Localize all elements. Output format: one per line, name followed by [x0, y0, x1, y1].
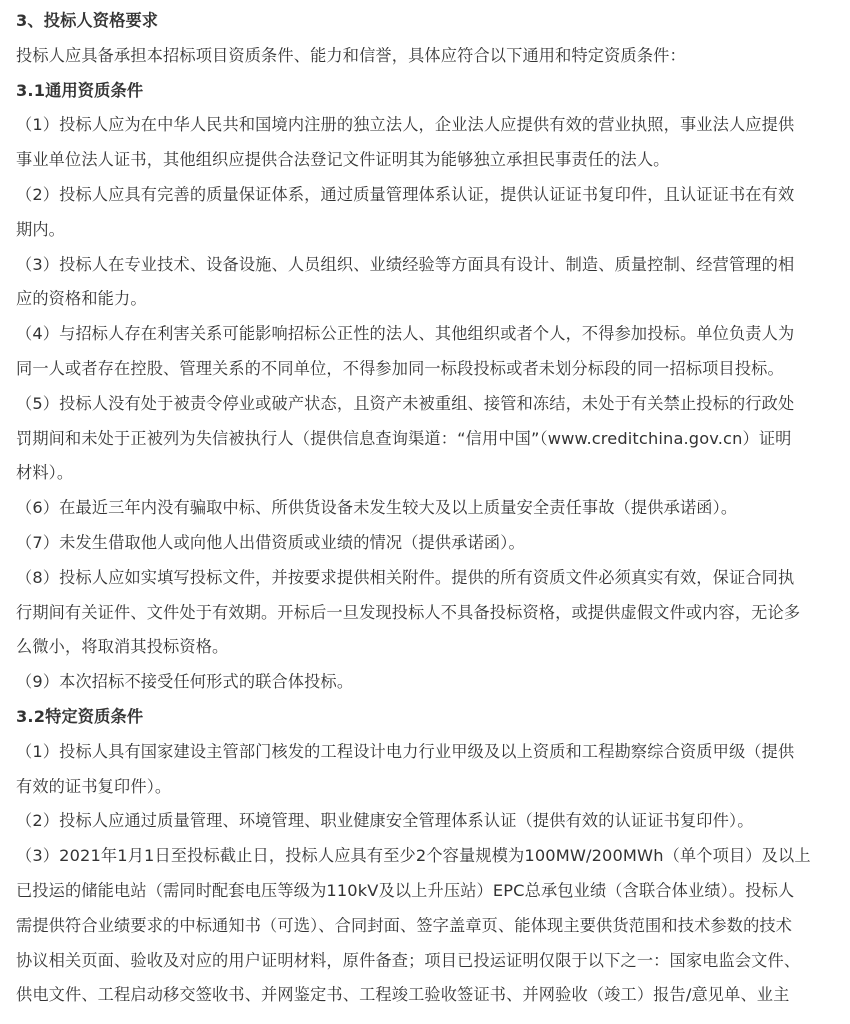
text-line: （4）与招标人存在利害关系可能影响招标公正性的法人、其他组织或者个人，不得参加投标。单位负责人为: [16, 324, 795, 344]
text-line: 应的资格和能力。: [16, 289, 147, 309]
general-qualifications-list: [16, 108, 842, 700]
specific-qualifications-heading: 3.2特定资质条件: [16, 706, 144, 726]
text-line: （7）未发生借取他人或向他人出借资质或业绩的情况（提供承诺函）。: [16, 532, 525, 552]
text-line: 材料）。: [16, 463, 74, 483]
text-line: （3）2021年1月1日至投标截止日，投标人应具有至少2个容量规模为100MW/200MWh（单个项目）及以上: [16, 846, 811, 866]
text-line: 需提供符合业绩要求的中标通知书（可选）、合同封面、签字盖章页、能体现主要供货范围和技术参数的技术: [16, 915, 793, 935]
text-line: 同一人或者存在控股、管理关系的不同单位，不得参加同一标段投标或者未划分标段的同一招标项目投标。: [16, 358, 784, 378]
text-line: （2）投标人应具有完善的质量保证体系，通过质量管理体系认证，提供认证证书复印件，且认证证书在有效: [16, 184, 795, 204]
text-line: 期内。: [16, 219, 66, 239]
text-line: （1）投标人应为在中华人民共和国境内注册的独立法人，企业法人应提供有效的营业执照，事业法人应提供: [16, 115, 795, 135]
intro-paragraph: 投标人应具备承担本招标项目资质条件、能力和信誉，具体应符合以下通用和特定资质条件：: [16, 45, 686, 65]
text-line: （6）在最近三年内没有骗取中标、所供货设备未发生较大及以上质量安全责任事故（提供承诺函）。: [16, 498, 738, 518]
specific-qualifications-list: [16, 735, 842, 1013]
text-line: （3）投标人在专业技术、设备设施、人员组织、业绩经验等方面具有设计、制造、质量控制、经营管理的相: [16, 254, 795, 274]
text-line: 么微小，将取消其投标资格。: [16, 637, 229, 657]
text-line: （5）投标人没有处于被责令停业或破产状态，且资产未被重组、接管和冻结，未处于有关禁止投标的行政处: [16, 393, 795, 413]
section-title: 3、投标人资格要求: [16, 11, 159, 30]
text-line: （1）投标人具有国家建设主管部门核发的工程设计电力行业甲级及以上资质和工程勘察综合资质甲级（提供: [16, 741, 795, 761]
text-line: 供电文件、工程启动移交签收书、并网鉴定书、工程竣工验收签证书、并网验收（竣工）报告/意见单、业主: [16, 985, 790, 1005]
text-line: （8）投标人应如实填写投标文件，并按要求提供相关附件。提供的所有资质文件必须真实有效，保证合同执: [16, 567, 795, 587]
text-line: 已投运的储能电站（需同时配套电压等级为110kV及以上升压站）EPC总承包业绩（含联合体业绩）。投标人: [16, 880, 795, 900]
text-line: 事业单位法人证书，其他组织应提供合法登记文件证明其为能够独立承担民事责任的法人。: [16, 150, 670, 170]
text-line: （2）投标人应通过质量管理、环境管理、职业健康安全管理体系认证（提供有效的认证证书复印件）。: [16, 811, 754, 831]
text-line: 罚期间和未处于正被列为失信被执行人（提供信息查询渠道：“信用中国”（www.creditchina.gov.cn）证明: [16, 428, 792, 448]
text-line: 协议相关页面、验收及对应的用户证明材料，原件备查；项目已投运证明仅限于以下之一：国家电监会文件、: [16, 950, 801, 970]
text-line: （9）本次招标不接受任何形式的联合体投标。: [16, 672, 354, 692]
text-line: 行期间有关证件、文件处于有效期。开标后一旦发现投标人不具备投标资格，或提供虚假文件或内容，无论多: [16, 602, 801, 622]
general-qualifications-heading: 3.1通用资质条件: [16, 80, 144, 100]
text-line: 有效的证书复印件）。: [16, 776, 172, 796]
